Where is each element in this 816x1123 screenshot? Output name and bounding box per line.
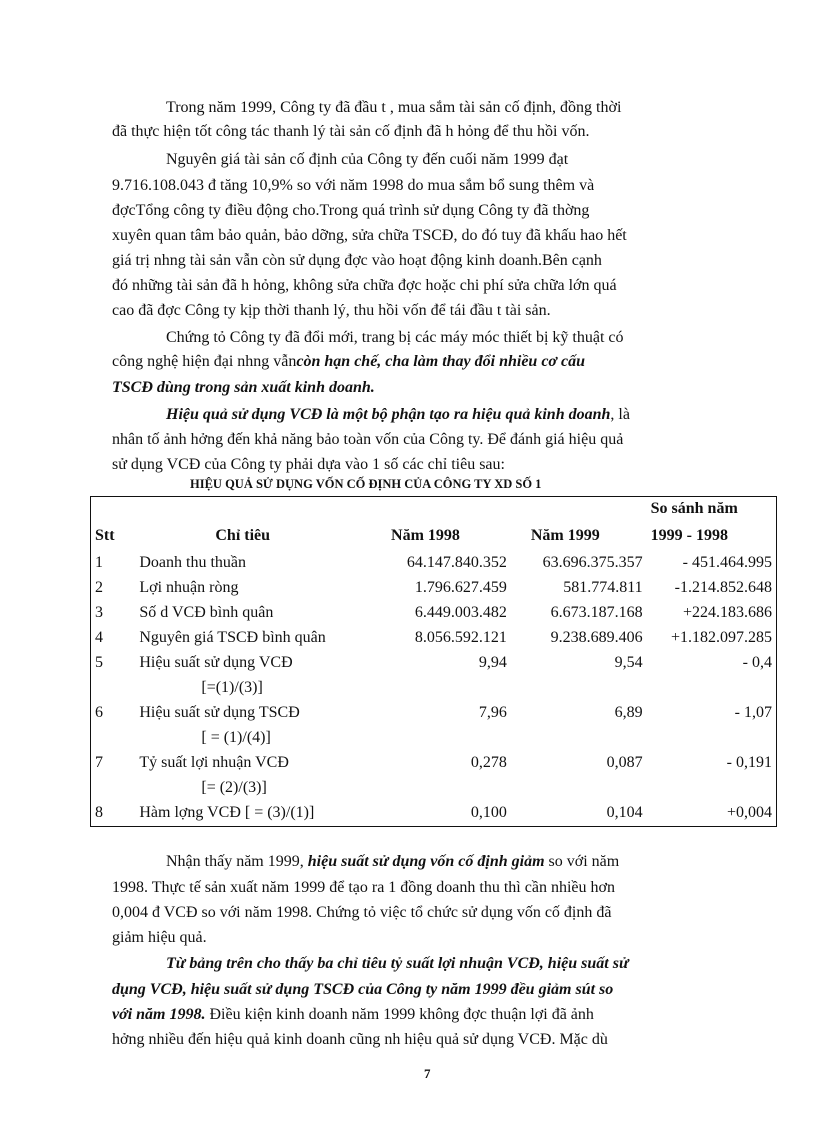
row-value-1999: 0,104 <box>606 804 643 821</box>
paragraph-line: cao đã đợc Công ty kịp thời thanh lý, thu hồi vốn để tái đầu t tài sản. <box>112 302 551 319</box>
text-normal: Nhận thấy năm 1999, <box>166 853 308 870</box>
table-row <box>91 576 777 601</box>
paragraph-line: TSCĐ dùng trong sản xuất kinh doanh. <box>112 379 375 396</box>
table-header-row-top <box>91 497 777 525</box>
row-indicator: Nguyên giá TSCĐ bình quân <box>139 629 326 646</box>
text-emphasis: với năm 1998. <box>112 1006 206 1023</box>
empty-cell <box>647 776 777 801</box>
table-row <box>91 626 777 651</box>
row-indicator: Lợi nhuận ròng <box>139 579 239 596</box>
row-stt: 5 <box>95 654 103 671</box>
table-row <box>91 551 777 576</box>
paragraph-line: Từ bảng trên cho thấy ba chỉ tiêu tỷ suất lợi nhuận VCĐ, hiệu suất sử <box>166 955 629 972</box>
row-stt: 2 <box>95 579 103 596</box>
row-indicator: Doanh thu thuần <box>139 554 247 571</box>
empty-cell <box>375 776 511 801</box>
row-difference: +224.183.686 <box>682 604 772 621</box>
table-row <box>91 751 777 776</box>
row-indicator: Hiệu suất sử dụng TSCĐ <box>139 704 300 721</box>
row-difference: - 451.464.995 <box>682 554 772 571</box>
paragraph-line: đợcTổng công ty điều động cho.Trong quá trình sử dụng Công ty đã thờng <box>112 202 590 219</box>
row-value-1999: 6.673.187.168 <box>550 604 643 621</box>
paragraph-line: Nguyên giá tài sản cố định của Công ty đến cuối năm 1999 đạt <box>166 151 569 168</box>
text-normal: , là <box>610 406 630 423</box>
table-row-formula <box>91 776 777 801</box>
paragraph-line <box>166 404 630 426</box>
paragraph-line <box>112 1004 594 1026</box>
row-indicator: Hàm lợng VCĐ [ = (3)/(1)] <box>139 804 315 821</box>
header-stt: Stt <box>95 527 115 544</box>
row-value-1998: 64.147.840.352 <box>406 554 507 571</box>
page-number: 7 <box>424 1066 431 1081</box>
empty-cell <box>91 726 136 751</box>
paragraph-line: xuyên quan tâm bảo quản, bảo dỡng, sửa chữa TSCĐ, do đó tuy đã khấu hao hết <box>112 227 627 244</box>
empty-cell <box>511 776 647 801</box>
paragraph-line: giảm hiệu quả. <box>112 929 207 946</box>
table-row <box>91 801 777 827</box>
paragraph-line: sử dụng VCĐ của Công ty phải dựa vào 1 số các chỉ tiêu sau: <box>112 456 505 473</box>
paragraph-line: 1998. Thực tế sản xuất năm 1999 để tạo ra 1 đồng doanh thu thì cần nhiều hơn <box>112 879 615 896</box>
empty-cell <box>375 726 511 751</box>
empty-cell <box>91 676 136 701</box>
paragraph-line: đã thực hiện tốt công tác thanh lý tài sản cố định đã h hỏng để thu hồi vốn. <box>112 123 590 140</box>
header-1998: Năm 1998 <box>391 527 460 544</box>
paragraph-line <box>166 851 619 873</box>
table-row-formula <box>91 676 777 701</box>
row-stt: 3 <box>95 604 103 621</box>
row-stt: 1 <box>95 554 103 571</box>
text-emphasis: còn hạn chế, cha làm thay đổi nhiều cơ cấu <box>296 353 586 370</box>
row-value-1998: 1.796.627.459 <box>414 579 507 596</box>
empty-cell <box>511 726 647 751</box>
row-stt: 6 <box>95 704 103 721</box>
header-1999: Năm 1999 <box>530 527 600 544</box>
row-value-1998: 7,96 <box>478 704 507 721</box>
paragraph-line: đó những tài sản đã h hỏng, không sửa chữa đợc hoặc chi phí sửa chữa lớn quá <box>112 277 617 294</box>
row-difference: -1.214.852.648 <box>674 579 772 596</box>
paragraph-line: 0,004 đ VCĐ so với năm 1998. Chứng tỏ việc tổ chức sử dụng vốn cố định đã <box>112 904 612 921</box>
row-difference: - 0,4 <box>742 654 772 671</box>
empty-cell <box>91 776 136 801</box>
text-emphasis: Hiệu quả sử dụng VCĐ là một bộ phận tạo ra hiệu quả kinh doanh <box>166 406 611 423</box>
row-value-1998: 6.449.003.482 <box>414 604 507 621</box>
row-difference: - 0,191 <box>726 754 772 771</box>
paragraph-line: Trong năm 1999, Công ty đã đầu t , mua sắm tài sản cố định, đồng thời <box>166 99 622 116</box>
row-difference: +0,004 <box>726 804 772 821</box>
row-value-1998: 0,100 <box>470 804 507 821</box>
table-row <box>91 701 777 726</box>
text-normal: công nghệ hiện đại nhng vẫn <box>112 353 297 370</box>
paragraph-line: 9.716.108.043 đ tăng 10,9% so với năm 1998 do mua sắm bổ sung thêm và <box>112 177 595 194</box>
table-row <box>91 601 777 626</box>
row-value-1998: 8.056.592.121 <box>414 629 507 646</box>
table-caption: HIỆU QUẢ SỬ DỤNG VỐN CỐ ĐỊNH CỦA CÔNG TY XD SỐ 1 <box>190 477 542 491</box>
table-header-row <box>91 524 777 551</box>
header-compare-years: 1999 - 1998 <box>650 527 728 544</box>
row-stt: 4 <box>95 629 103 646</box>
row-stt: 8 <box>95 804 103 821</box>
paragraph-line <box>112 351 585 373</box>
table-row-formula <box>91 726 777 751</box>
empty-cell <box>647 676 777 701</box>
paragraph-line: Chứng tỏ Công ty đã đổi mới, trang bị các máy móc thiết bị kỹ thuật có <box>166 329 624 346</box>
row-stt: 7 <box>95 754 103 771</box>
paragraph-line: dụng VCĐ, hiệu suất sử dụng TSCĐ của Công ty năm 1999 đều giảm sút so <box>112 981 614 998</box>
header-indicator: Chỉ tiêu <box>215 527 271 544</box>
paragraph-line: hởng nhiều đến hiệu quả kinh doanh cũng nh hiệu quả sử dụng VCĐ. Mặc dù <box>112 1031 608 1048</box>
header-compare: So sánh năm <box>650 500 738 517</box>
row-indicator: Tỷ suất lợi nhuận VCĐ <box>139 754 289 771</box>
row-indicator: Số d VCĐ bình quân <box>139 604 274 621</box>
row-difference: - 1,07 <box>734 704 772 721</box>
table-row <box>91 651 777 676</box>
text-normal: Điều kiện kinh doanh năm 1999 không đợc thuận lợi đã ảnh <box>205 1006 594 1023</box>
text-emphasis: hiệu suất sử dụng vốn cố định giảm <box>307 853 545 870</box>
empty-cell <box>647 726 777 751</box>
row-formula: [=(1)/(3)] <box>201 679 263 696</box>
text-normal: so với năm <box>544 853 620 870</box>
row-value-1999: 0,087 <box>606 754 643 771</box>
row-value-1998: 0,278 <box>470 754 507 771</box>
paragraph-line: nhân tố ảnh hởng đến khả năng bảo toàn vốn của Công ty. Để đánh giá hiệu quả <box>112 431 624 448</box>
empty-cell <box>375 676 511 701</box>
efficiency-table <box>90 496 777 827</box>
row-value-1999: 581.774.811 <box>563 579 643 596</box>
row-value-1999: 6,89 <box>614 704 643 721</box>
row-difference: +1.182.097.285 <box>670 629 772 646</box>
row-value-1999: 63.696.375.357 <box>542 554 643 571</box>
row-indicator: Hiệu suất sử dụng VCĐ <box>139 654 293 671</box>
row-value-1999: 9.238.689.406 <box>550 629 643 646</box>
row-formula: [ = (1)/(4)] <box>201 729 271 746</box>
row-value-1998: 9,94 <box>478 654 507 671</box>
row-formula: [= (2)/(3)] <box>201 779 267 796</box>
paragraph-line: giá trị nhng tài sản vẫn còn sử dụng đợc vào hoạt động kinh doanh.Bên cạnh <box>112 252 602 269</box>
row-value-1999: 9,54 <box>614 654 643 671</box>
empty-cell <box>511 676 647 701</box>
